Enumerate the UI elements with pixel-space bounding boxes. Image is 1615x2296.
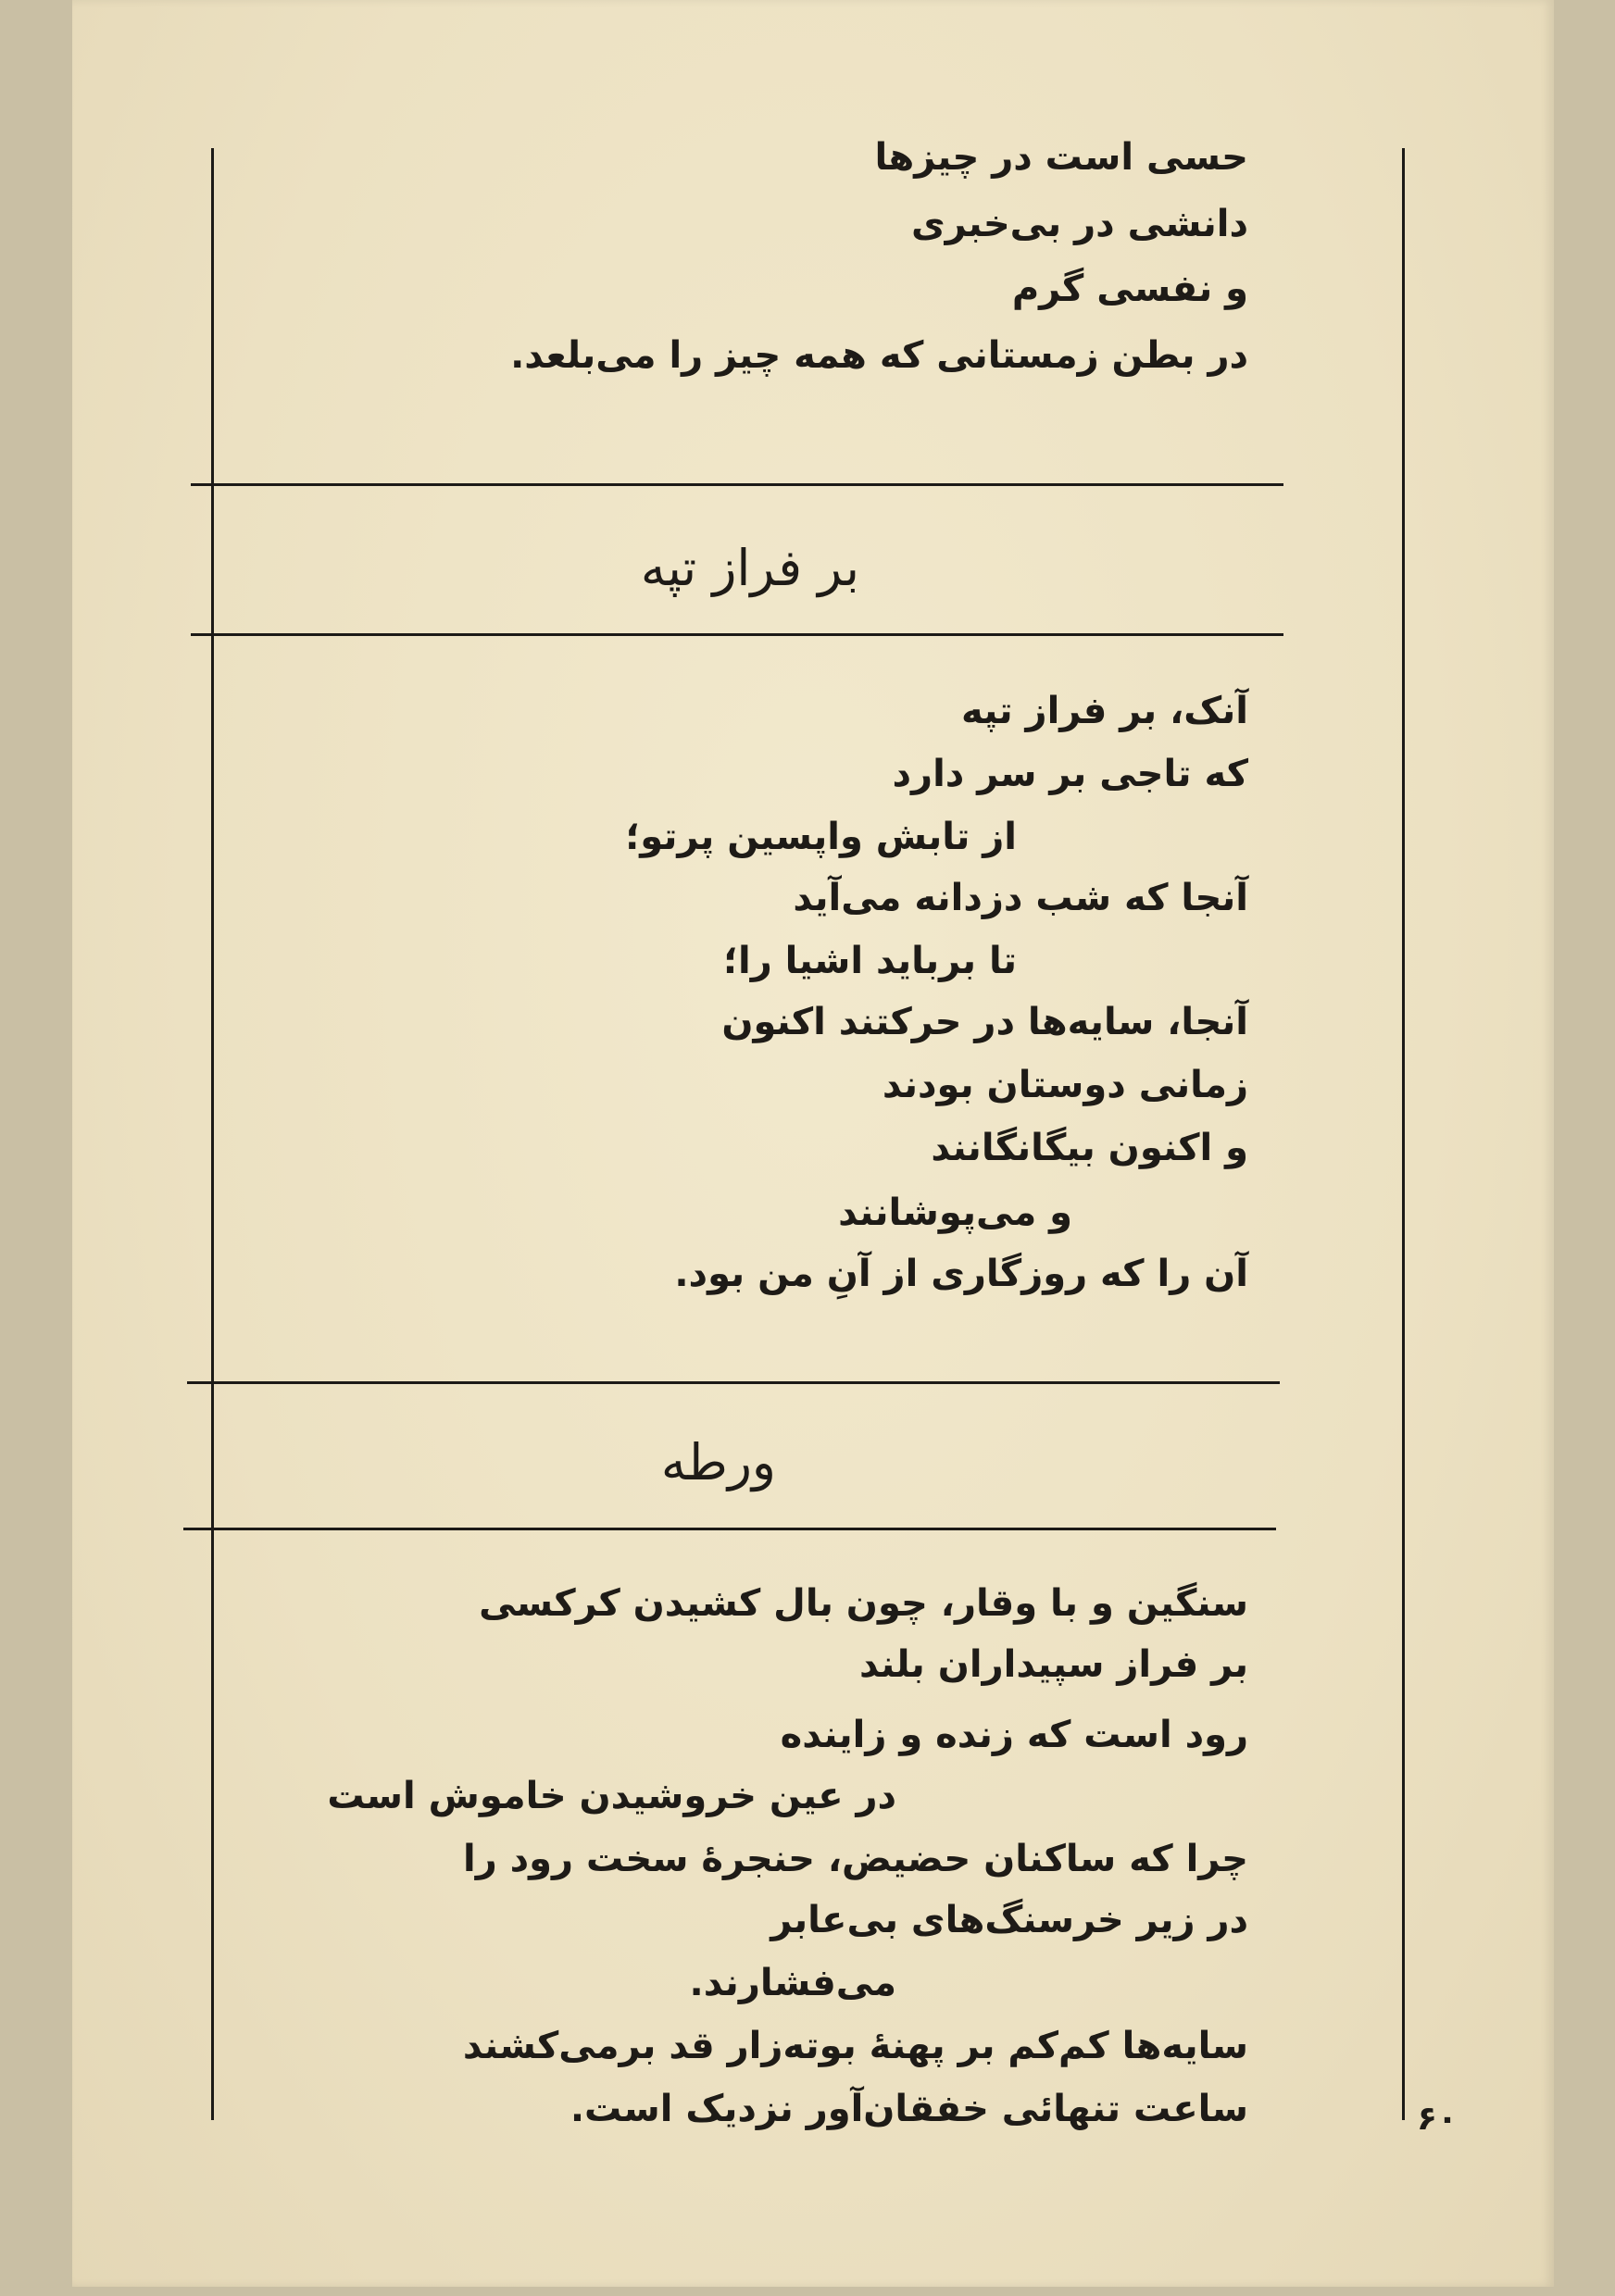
book-page [72, 0, 1554, 2287]
poem-line: ساعت تنهائی خفقان‌آور نزدیک است. [570, 2088, 1248, 2130]
poem-line: از تابش واپسین پرتو؛ [625, 816, 1017, 858]
poem-line: در بطن زمستانی که همه چیز را می‌بلعد. [510, 334, 1248, 377]
poem-line: می‌فشارند. [689, 1962, 896, 2004]
poem-line: آنک، بر فراز تپه [961, 690, 1248, 732]
page-number: ۶۰ [1417, 2100, 1458, 2138]
right-border-line [1402, 148, 1405, 2120]
poem-line: رود است که زنده و زاینده [780, 1714, 1248, 1756]
poem-line: زمانی دوستان بودند [882, 1064, 1248, 1106]
section-divider [191, 483, 1283, 486]
stanza-top [415, 136, 1248, 398]
left-border-line [211, 148, 214, 2120]
poem-line: حسی است در چیزها [874, 136, 1248, 179]
poem-line: آنجا، سایه‌ها در حرکتند اکنون [721, 1001, 1248, 1043]
poem-line: آن را که روزگاری از آنِ من بود. [674, 1253, 1248, 1295]
poem-line: آنجا که شب دزدانه می‌آید [793, 877, 1248, 919]
poem-line: که تاجی بر سر دارد [892, 753, 1248, 795]
poem-line: تا برباید اشیا را؛ [722, 940, 1017, 982]
section-divider [187, 1381, 1280, 1384]
poem-line: دانشی در بی‌خبری [910, 203, 1248, 245]
poem-2-title: ورطه [660, 1433, 776, 1491]
poem-line: بر فراز سپیداران بلند [859, 1643, 1248, 1686]
poem-line: سنگین و با وقار، چون بال کشیدن کرکسی [479, 1582, 1248, 1625]
poem-line: چرا که ساکنان حضیض، حنجرهٔ سخت رود را [462, 1838, 1248, 1880]
poem-line: در زیر خرسنگ‌های بی‌عابر [770, 1899, 1248, 1941]
poem-line: و اکنون بیگانگانند [931, 1127, 1248, 1169]
poem-1-title: بر فراز تپه [640, 539, 859, 597]
poem-line: و می‌پوشانند [838, 1192, 1072, 1234]
section-divider [191, 633, 1283, 636]
section-divider [183, 1528, 1276, 1530]
poem-1-body [415, 690, 1248, 1322]
poem-line: در عین خروشیدن خاموش است [327, 1775, 896, 1817]
poem-line: و نفسی گرم [1011, 268, 1248, 310]
poem-2-body [230, 1582, 1248, 2159]
poem-line: سایه‌ها کم‌کم بر پهنهٔ بوته‌زار قد برمی‌کشند [462, 2025, 1248, 2067]
